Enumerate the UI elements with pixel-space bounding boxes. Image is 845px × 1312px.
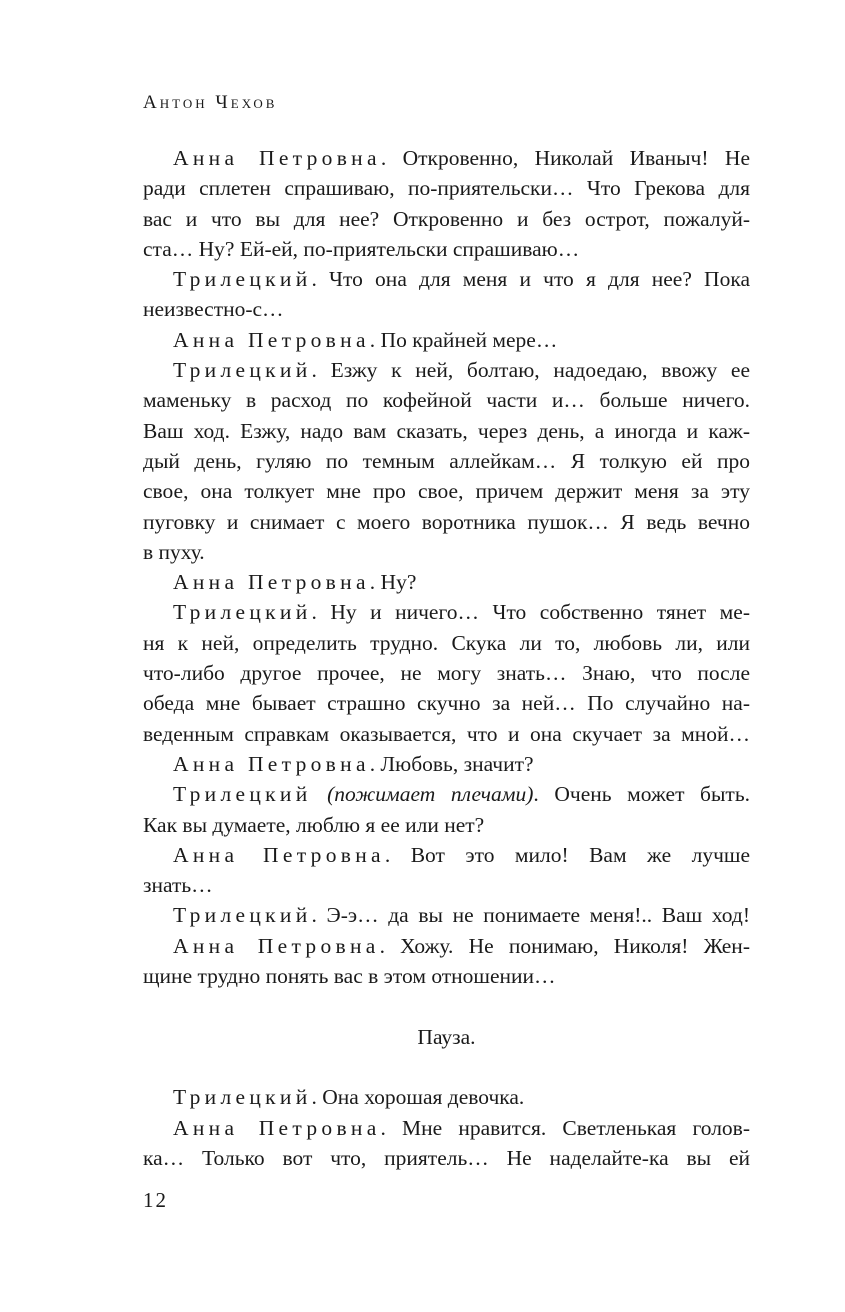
- text-line: [143, 628, 750, 658]
- text-line: [143, 1143, 750, 1173]
- speaker-name: Трилецкий: [173, 267, 312, 292]
- speaker-name: Трилецкий: [173, 903, 312, 928]
- line-text: маменьку в расход по кофейной части и… больше ничего.: [143, 388, 750, 413]
- line-text: вас и что вы для нее? Откровенно и без острот, пожалуй-: [143, 206, 750, 231]
- text-line: [143, 325, 750, 355]
- line-text: . Мне нравится. Светленькая голов-: [380, 1115, 750, 1140]
- text-line: [143, 567, 750, 597]
- text-line: [143, 264, 750, 294]
- text-line: [143, 446, 750, 476]
- line-text: . Она хорошая девочка.: [311, 1085, 525, 1110]
- text-line: [143, 234, 750, 264]
- line-text: . Любовь, значит?: [369, 751, 534, 776]
- line-text: . Ну и ничего… Что собственно тянет ме-: [311, 600, 750, 625]
- line-text: ня к ней, определить трудно. Скука ли то, любовь ли, или: [143, 630, 750, 655]
- page-number: 12: [143, 1188, 168, 1212]
- text-line: [143, 719, 750, 749]
- text-line: [143, 658, 750, 688]
- line-text: Как вы думаете, люблю я ее или нет?: [143, 812, 485, 837]
- text-line: [143, 931, 750, 961]
- text-line: [143, 173, 750, 203]
- speaker-name: Анна Петровна: [173, 1115, 381, 1140]
- text-line: [143, 294, 750, 324]
- text-line: [143, 688, 750, 718]
- speaker-name: Трилецкий: [173, 1085, 312, 1110]
- line-text: . Очень может быть.: [533, 782, 751, 807]
- line-text: дый день, гуляю по темным аллейкам… Я толкую ей про: [143, 448, 750, 473]
- text-line: [143, 840, 750, 870]
- line-text: веденным справкам оказывается, что и она скучает за мной…: [143, 721, 750, 746]
- stage-direction-pause: Пауза.: [417, 1024, 476, 1049]
- line-text: в пуху.: [143, 539, 205, 564]
- line-text: . Вот это мило! Вам же лучше: [384, 842, 750, 867]
- line-text: знать…: [143, 873, 213, 898]
- line-text: пуговку и снимает с моего воротника пушок… Я ведь вечно: [143, 509, 750, 534]
- speaker-name: Трилецкий: [173, 600, 312, 625]
- line-text: . Езжу к ней, болтаю, надоедаю, ввожу ее: [311, 358, 750, 383]
- speaker-name: Анна Петровна: [173, 842, 385, 867]
- speaker-name: Трилецкий: [173, 782, 312, 807]
- line-text: неизвестно-с…: [143, 297, 284, 322]
- line-text: . Что она для меня и что я для нее? Пока: [311, 267, 750, 292]
- line-text: обеда мне бывает страшно скучно за ней… По случайно на-: [143, 691, 750, 716]
- running-header: Антон Чехов: [143, 92, 278, 113]
- line-text: ка… Только вот что, приятель… Не наделайте-ка вы ей: [143, 1145, 750, 1170]
- line-text: . Ну?: [369, 570, 417, 595]
- stage-direction: (пожимает плечами): [327, 782, 534, 807]
- speaker-name: Анна Петровна: [173, 751, 370, 776]
- text-line: [143, 416, 750, 446]
- text-line: [143, 476, 750, 506]
- text-line: [143, 143, 750, 173]
- line-text: . По крайней мере…: [369, 327, 558, 352]
- line-text: . Откровенно, Николай Иваныч! Не: [380, 146, 750, 170]
- text-line: [143, 507, 750, 537]
- text-line: [143, 1113, 750, 1143]
- text-line: [143, 749, 750, 779]
- blank-line: [143, 991, 750, 1021]
- speaker-name: Трилецкий: [173, 358, 312, 383]
- play-text: [143, 143, 750, 1173]
- line-text: ради сплетен спрашиваю, по-приятельски… Что Грекова для: [143, 176, 750, 201]
- line-text: щине трудно понять вас в этом отношении…: [143, 964, 556, 989]
- text-line: [143, 385, 750, 415]
- speaker-name: Анна Петровна: [173, 327, 370, 352]
- text-line: [143, 1082, 750, 1112]
- speaker-name: Анна Петровна: [173, 146, 381, 170]
- text-line: [143, 537, 750, 567]
- text-line: [143, 810, 750, 840]
- line-text: что-либо другое прочее, не могу знать… Знаю, что после: [143, 661, 750, 686]
- text-line: [143, 597, 750, 627]
- speaker-name: Анна Петровна: [173, 570, 370, 595]
- text-line: [143, 961, 750, 991]
- text-line: [143, 779, 750, 809]
- text-line: [143, 900, 750, 930]
- speaker-name: Анна Петровна: [173, 933, 380, 958]
- line-text: . Хожу. Не понимаю, Николя! Жен-: [379, 933, 750, 958]
- text-line: [143, 355, 750, 385]
- line-text: свое, она толкует мне про свое, причем держит меня за эту: [143, 479, 750, 504]
- text-line: [143, 870, 750, 900]
- blank-line: [143, 1052, 750, 1082]
- line-text: . Э-э… да вы не понимаете меня!.. Ваш ход!: [311, 903, 750, 928]
- line-text: ста… Ну? Ей-ей, по-приятельски спрашиваю…: [143, 236, 580, 261]
- text-line: [143, 204, 750, 234]
- line-text: Ваш ход. Езжу, надо вам сказать, через день, а иногда и каж-: [143, 418, 750, 443]
